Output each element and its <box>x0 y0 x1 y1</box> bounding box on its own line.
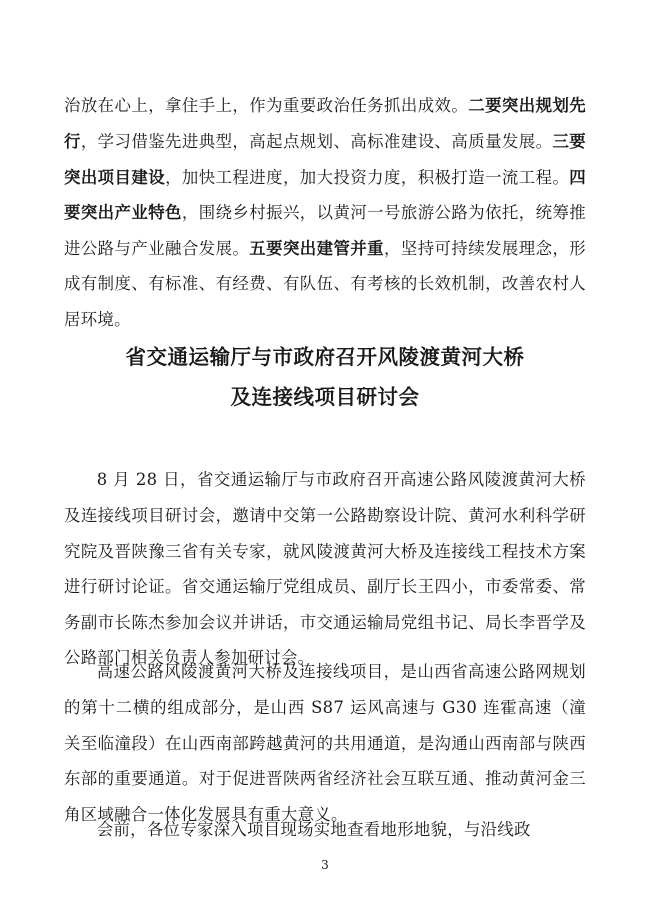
intro-paragraph <box>64 88 586 337</box>
key-point-5: 五要突出建管并重 <box>249 238 385 258</box>
key-point-3: 三要突出项目建设 <box>64 131 586 187</box>
key-point-2: 二要突出规划先行 <box>64 96 586 151</box>
article-paragraph: 会前，各位专家深入项目现场实地查看地形地貌，与沿线政 <box>96 820 531 840</box>
article-title-line-2: 及连接线项目研讨会 <box>230 385 420 409</box>
intro-text: ，学习借鉴先进典型，高起点规划、高标准建设、高质量发展。 <box>80 131 553 151</box>
intro-text: ，坚持可持续发展理念，形成有制度、有标准、有经费、有队伍、有考核的长效机制，改善农村人居环境。 <box>64 238 586 329</box>
article-paragraph: 8 月 28 日，省交通运输厅与市政府召开高速公路风陵渡黄河大桥及连接线项目研讨会，邀请中交第一公路勘察设计院、黄河水利科学研究院及晋陕豫三省有关专家，就风陵渡黄河大桥及连接线工程技术方案进行研讨论证。省交通运输厅党组成员、副厅长王四小，市委常委、常务副市长陈杰参加会议并讲话，市交通运输局党组书记、局长李晋学及公路部门相关负责人参加研讨会。 <box>64 470 586 668</box>
page-number: 3 <box>321 858 329 872</box>
article-paragraph: 高速公路风陵渡黄河大桥及连接线项目，是山西省高速公路网规划的第十二横的组成部分，是山西 S87 运风高速与 G30 连霍高速（潼关至临潼段）在山西南部跨越黄河的共用通道，是沟通山西南部与陕西东部的重要通道。对于促进晋陕两省经济社会互联互通、推动黄河金三角区域融合一体化发展具有重大意义。 <box>64 662 586 824</box>
intro-text: ，围绕乡村振兴，以黄河一号旅游公路为依托，统筹推进公路与产业融合发展。 <box>64 203 586 258</box>
intro-text: 治放在心上，拿住手上，作为重要政治任务抓出成效。 <box>64 96 469 116</box>
article-title-line-1: 省交通运输厅与市政府召开风陵渡黄河大桥 <box>125 345 525 369</box>
key-point-4: 四要突出产业特色 <box>64 167 586 223</box>
intro-text: ，加快工程进度，加大投资力度，积极打造一流工程。 <box>165 167 570 187</box>
